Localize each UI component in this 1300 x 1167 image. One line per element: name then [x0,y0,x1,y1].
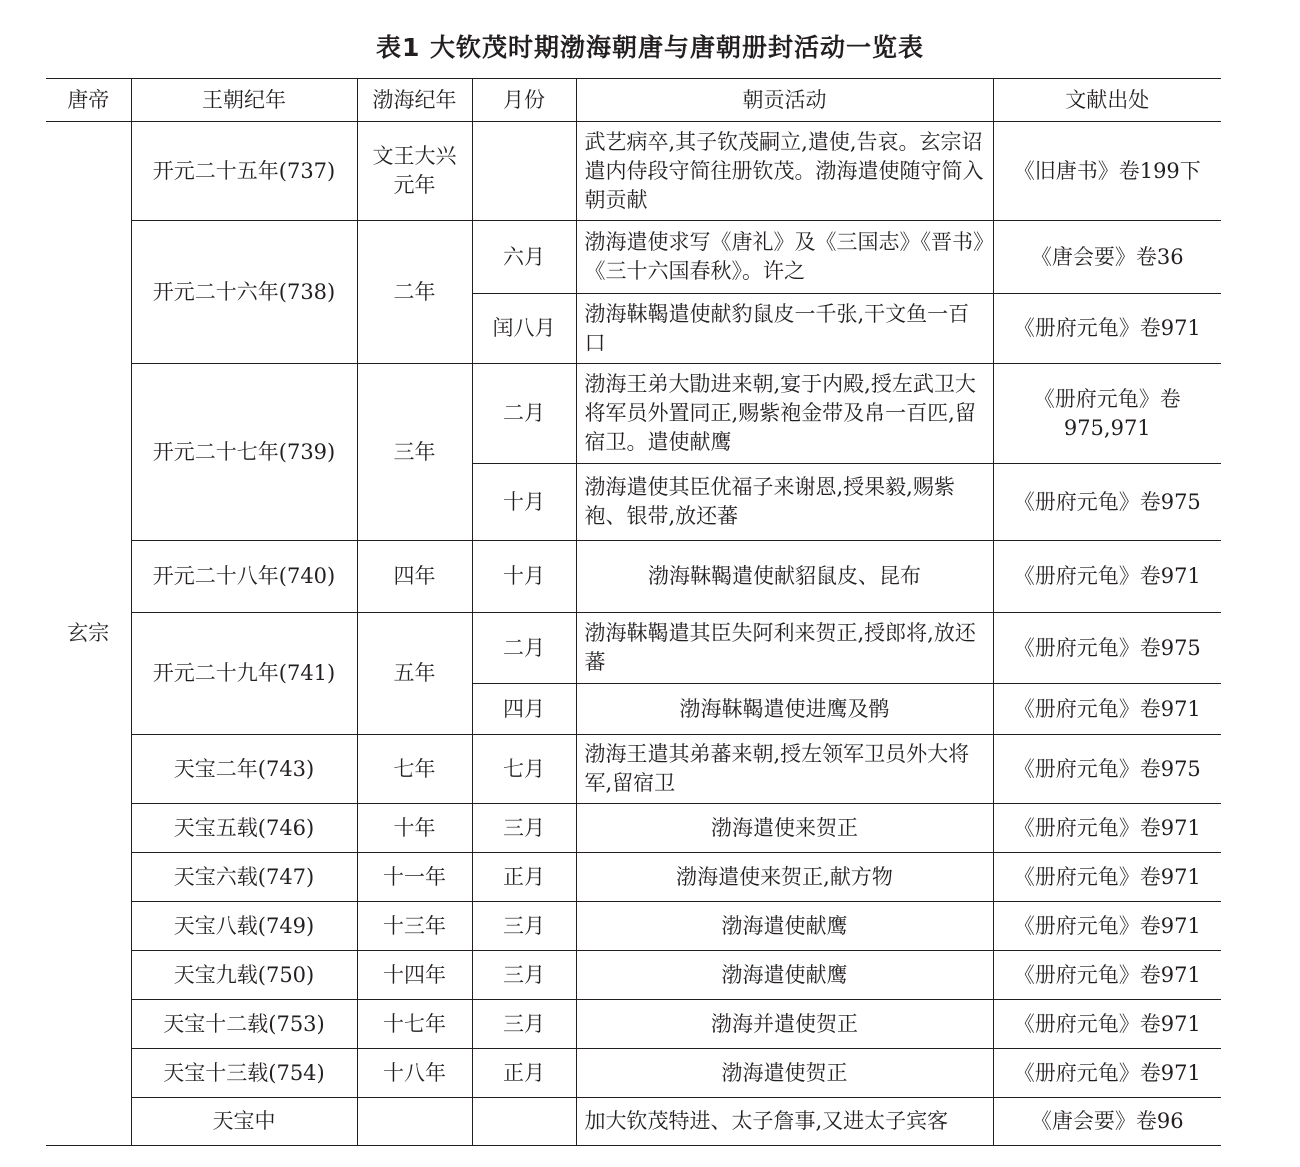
source-cell: 《册府元龟》卷975,971 [993,364,1221,464]
reign-cell: 天宝二年(743) [131,735,357,804]
bohai-cell: 二年 [357,221,472,364]
reign-cell: 开元二十七年(739) [131,364,357,541]
header-activity: 朝贡活动 [576,79,993,122]
bohai-cell: 十三年 [357,902,472,951]
activity-cell: 渤海遣使来贺正 [576,804,993,853]
month-cell: 四月 [472,684,576,735]
header-emperor: 唐帝 [46,79,131,122]
activity-cell: 武艺病卒,其子钦茂嗣立,遣使,告哀。玄宗诏遣内侍段守简往册钦茂。渤海遣使随守简入朝贡献 [576,122,993,221]
month-cell: 十月 [472,541,576,613]
table-row [46,613,1221,684]
month-cell: 二月 [472,613,576,684]
month-cell: 三月 [472,902,576,951]
source-cell: 《册府元龟》卷971 [993,853,1221,902]
month-cell: 正月 [472,1049,576,1098]
table-row [46,541,1221,613]
month-cell: 闰八月 [472,294,576,364]
reign-cell: 开元二十九年(741) [131,613,357,735]
table-row [46,221,1221,294]
bohai-cell: 十年 [357,804,472,853]
source-cell: 《册府元龟》卷975 [993,464,1221,541]
reign-cell: 开元二十五年(737) [131,122,357,221]
activity-cell: 渤海靺鞨遣使进鹰及鹘 [576,684,993,735]
activity-cell: 渤海遣使求写《唐礼》及《三国志》《晋书》《三十六国春秋》。许之 [576,221,993,294]
reign-cell: 开元二十八年(740) [131,541,357,613]
source-cell: 《册府元龟》卷971 [993,804,1221,853]
table-row [46,364,1221,464]
table-row [46,804,1221,853]
activity-cell: 渤海靺鞨遣其臣失阿利来贺正,授郎将,放还蕃 [576,613,993,684]
bohai-cell: 十一年 [357,853,472,902]
month-cell: 三月 [472,804,576,853]
source-cell: 《册府元龟》卷971 [993,1000,1221,1049]
activity-cell: 渤海靺鞨遣使献貂鼠皮、昆布 [576,541,993,613]
header-reign: 王朝纪年 [131,79,357,122]
bohai-cell [357,1098,472,1146]
bohai-cell: 十八年 [357,1049,472,1098]
activity-cell: 渤海遣使献鹰 [576,902,993,951]
month-cell: 二月 [472,364,576,464]
month-cell: 三月 [472,951,576,1000]
header-row [46,79,1221,122]
table-title: 表1 大钦茂时期渤海朝唐与唐朝册封活动一览表 [375,33,925,62]
tribute-table [46,78,1221,1146]
source-cell: 《册府元龟》卷971 [993,294,1221,364]
source-cell: 《册府元龟》卷971 [993,1049,1221,1098]
header-bohai: 渤海纪年 [357,79,472,122]
source-cell: 《册府元龟》卷971 [993,684,1221,735]
bohai-cell: 十四年 [357,951,472,1000]
bohai-cell: 五年 [357,613,472,735]
month-cell: 六月 [472,221,576,294]
month-cell: 七月 [472,735,576,804]
reign-cell: 天宝十二载(753) [131,1000,357,1049]
source-cell: 《册府元龟》卷971 [993,951,1221,1000]
month-cell [472,122,576,221]
reign-cell: 天宝六载(747) [131,853,357,902]
reign-cell: 开元二十六年(738) [131,221,357,364]
source-cell: 《册府元龟》卷971 [993,902,1221,951]
source-cell: 《唐会要》卷96 [993,1098,1221,1146]
source-cell: 《唐会要》卷36 [993,221,1221,294]
bohai-cell: 三年 [357,364,472,541]
activity-cell: 渤海遣使来贺正,献方物 [576,853,993,902]
table-row [46,1049,1221,1098]
reign-cell: 天宝中 [131,1098,357,1146]
emperor-cell: 玄宗 [46,122,131,1146]
bohai-cell: 七年 [357,735,472,804]
source-cell: 《册府元龟》卷971 [993,541,1221,613]
activity-cell: 渤海靺鞨遣使献豹鼠皮一千张,干文鱼一百口 [576,294,993,364]
table-row [46,1098,1221,1146]
table-row [46,1000,1221,1049]
activity-cell: 渤海并遣使贺正 [576,1000,993,1049]
month-cell: 三月 [472,1000,576,1049]
reign-cell: 天宝十三载(754) [131,1049,357,1098]
month-cell [472,1098,576,1146]
activity-cell: 渤海王遣其弟蕃来朝,授左领军卫员外大将军,留宿卫 [576,735,993,804]
table-row [46,122,1221,221]
activity-cell: 渤海王弟大勖进来朝,宴于内殿,授左武卫大将军员外置同正,赐紫袍金带及帛一百匹,留宿卫。遣使献鹰 [576,364,993,464]
table-row [46,902,1221,951]
source-cell: 《册府元龟》卷975 [993,735,1221,804]
bohai-cell: 文王大兴元年 [357,122,472,221]
bohai-cell: 十七年 [357,1000,472,1049]
month-cell: 十月 [472,464,576,541]
reign-cell: 天宝五载(746) [131,804,357,853]
source-cell: 《旧唐书》卷199下 [993,122,1221,221]
reign-cell: 天宝九载(750) [131,951,357,1000]
source-cell: 《册府元龟》卷975 [993,613,1221,684]
activity-cell: 渤海遣使其臣优福子来谢恩,授果毅,赐紫袍、银带,放还蕃 [576,464,993,541]
bohai-cell: 四年 [357,541,472,613]
header-month: 月份 [472,79,576,122]
header-source: 文献出处 [993,79,1221,122]
activity-cell: 渤海遣使献鹰 [576,951,993,1000]
table-row [46,735,1221,804]
month-cell: 正月 [472,853,576,902]
table-row [46,853,1221,902]
reign-cell: 天宝八载(749) [131,902,357,951]
activity-cell: 渤海遣使贺正 [576,1049,993,1098]
activity-cell: 加大钦茂特进、太子詹事,又进太子宾客 [576,1098,993,1146]
table-row [46,951,1221,1000]
